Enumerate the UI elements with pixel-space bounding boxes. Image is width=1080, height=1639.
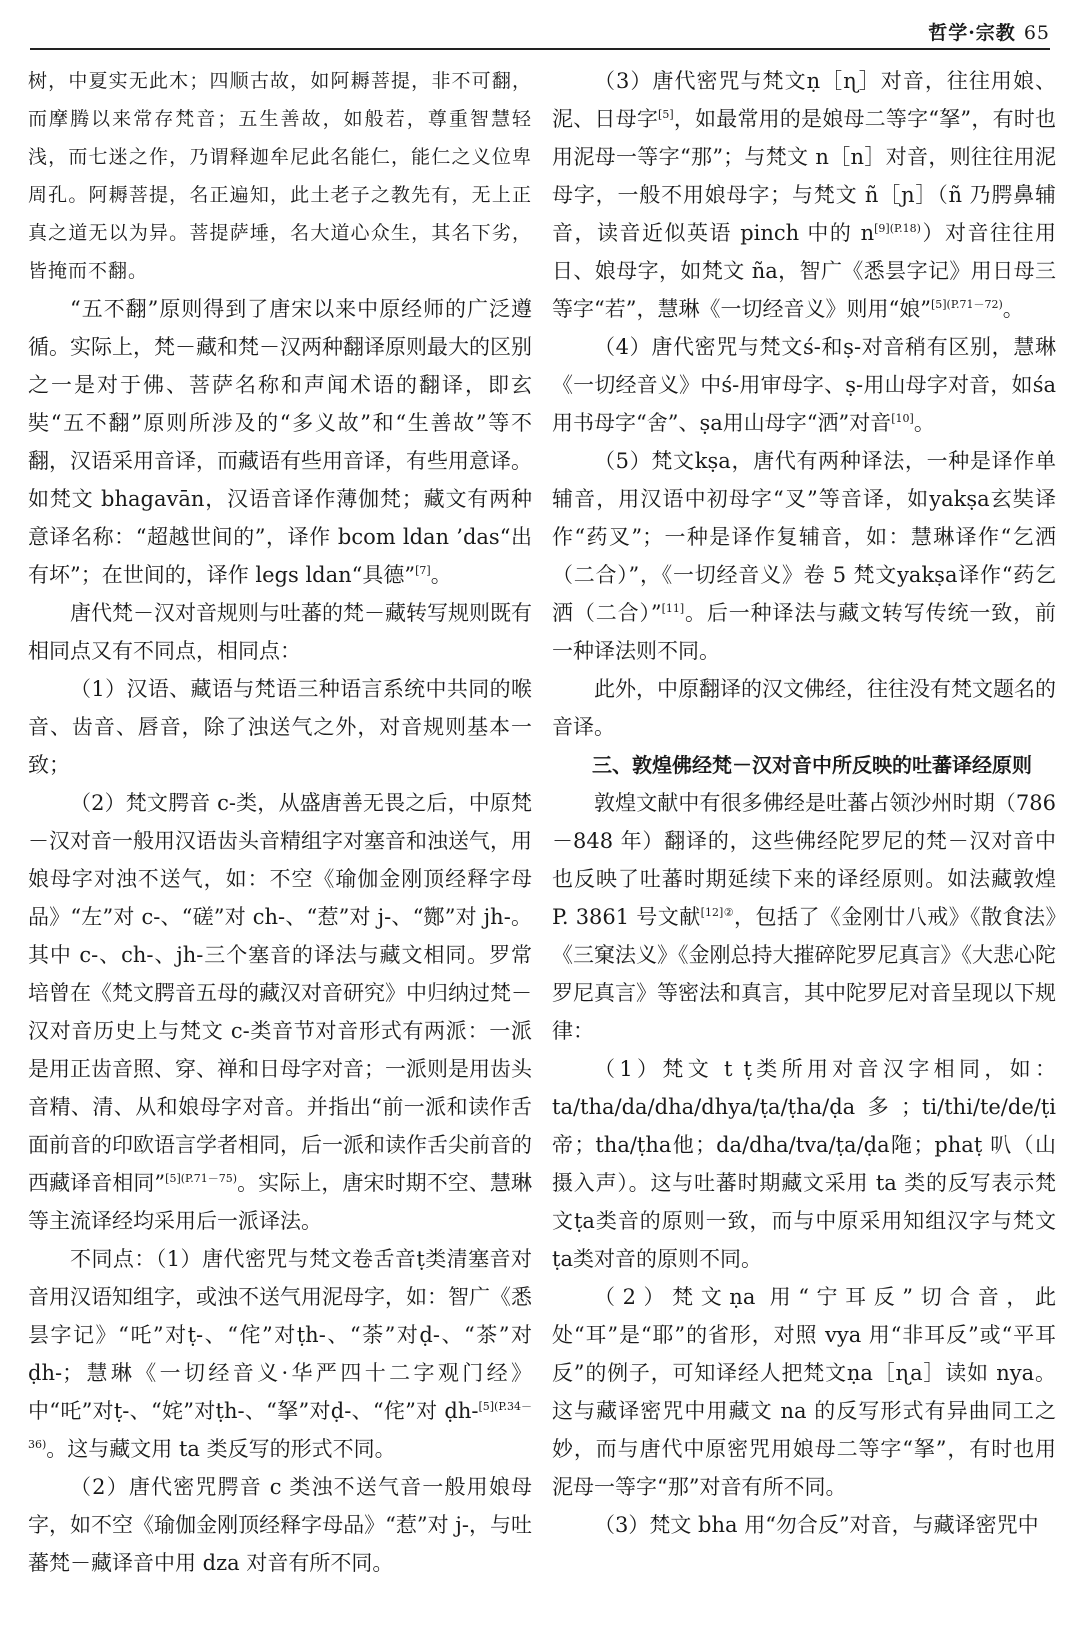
paragraph: [552, 442, 1056, 670]
citation: [5](P.71－72): [930, 298, 1003, 311]
paragraph-text: 。这与藏文用 ta 类反写的形式不同。: [46, 1437, 396, 1461]
citation: [10]: [891, 412, 914, 425]
paragraph: [552, 62, 1056, 328]
paragraph: （1）汉语、藏语与梵语三种语言系统中共同的喉音、齿音、唇音，除了浊送气之外，对音规则基本一致；: [28, 677, 532, 777]
paragraph: [28, 290, 532, 594]
citation: [5](P.71－75): [165, 1172, 237, 1185]
paragraph: [28, 784, 532, 1240]
citation: [5]: [658, 108, 674, 121]
citation: [7]: [415, 564, 431, 577]
citation: [11]: [661, 602, 685, 615]
citation: [5](P.34－36): [28, 1400, 532, 1451]
quote-block: 树，中夏实无此木；四顺古故，如阿耨菩提，非不可翻，而摩腾以来常存梵音；五生善故，如般若，尊重智慧轻浅，而七迷之作，乃谓释迦牟尼此名能仁，能仁之义位卑周孔。阿耨菩提，名正遍知，此土老子之教先有，无上正真之道无以为异。菩提萨埵，名大道心众生，其名下劣，皆掩而不翻。: [28, 70, 532, 282]
header-text: [928, 18, 1050, 45]
paragraph-text: （3）唐代密咒与梵文ṇ［ɳ］对音，往往用娘、泥、日母字: [552, 69, 1056, 131]
paragraph: （2）梵文ṇa 用“宁耳反”切合音，此处“耳”是“耶”的省形，对照 vya 用“非耳反”或“平耳反”的例子，可知译经人把梵文ṇa［ɳa］读如 nya。这与藏译密咒中用藏文 na 的反写形式有异曲同工之妙，而与唐代中原密咒用娘母二等字“拏”，有时也用泥母一等字“那”对音有所不同。: [552, 1285, 1056, 1499]
paragraph-text: 。: [1002, 297, 1024, 321]
paragraph-text: 。: [430, 563, 452, 587]
paragraph-text: 。后一种译法与藏文转写传统一致，前一种译法则不同。: [552, 601, 1056, 663]
paragraph: [552, 784, 1056, 1050]
paragraph: 唐代梵－汉对音规则与吐蕃的梵－藏转写规则既有相同点又有不同点，相同点：: [28, 601, 532, 663]
paragraph-text: 不同点：（1）唐代密咒与梵文卷舌音ṭ类清塞音对音用汉语知组字，或浊不送气用泥母字，如：智广《悉昙字记》“吒”对ṭ-、“侘”对ṭh-、“荼”对ḍ-、“茶”对ḍh-；慧琳《一切经音义·华严四十二字观门经》中“吒”对ṭ-、“姹”对ṭh-、“拏”对ḍ-、“侘”对 ḍh-: [28, 1247, 532, 1423]
paragraph-text: （2）梵文腭音 c-类，从盛唐善无畏之后，中原梵－汉对音一般用汉语齿头音精组字对塞音和浊送气，用娘母字对浊不送气，如：不空《瑜伽金刚顶经释字母品》“左”对 c-、“磋”对 ch-、“惹”对 j-、“酂”对 jh-。其中 c-、ch-、jh-三个塞音的译法与藏文相同。罗常培曾在《梵文腭音五母的藏汉对音研究》中归纳过梵－汉对音历史上与梵文 c-类音节对音形式有两派：一派是用正齿音照、穿、禅和日母字对音；一派则是用齿头音精、清、从和娘母字对音。并指出“前一派和读作舌面前音的印欧语言学者相同，后一派和读作舌尖前音的西藏译音相同”: [28, 791, 532, 1195]
paragraph: （1）梵文 t ṭ类所用对音汉字相同，如：ta/tha/da/dha/dhya/ṭa/ṭha/ḍa多；ti/thi/te/de/ṭi 帝；tha/ṭha他；da/dha/tva/ṭa/ḍa陁；phaṭ 叭（山摄入声）。这与吐蕃时期藏文采用 ta 类的反写表示梵文ṭa类音的原则一致，而与中原采用知组汉字与梵文 ṭa类对音的原则不同。: [552, 1057, 1056, 1271]
paragraph: [28, 1240, 532, 1468]
paragraph: （2）唐代密咒腭音 c 类浊不送气音一般用娘母字，如不空《瑜伽金刚顶经释字母品》“惹”对 j-，与吐蕃梵－藏译音中用 dza 对音有所不同。: [28, 1475, 532, 1575]
left-column: [28, 62, 532, 1632]
paragraph-text: 。: [913, 411, 935, 435]
paragraph-text: 。实际上，唐宋时期不空、慧琳等主流译经均采用后一派译法。: [28, 1171, 532, 1233]
paragraph: 此外，中原翻译的汉文佛经，往往没有梵文题名的音译。: [552, 677, 1056, 739]
page-number: 65: [1023, 22, 1050, 44]
paragraph-text: ）对音往往用日、娘母字，如梵文 ña，智广《悉昙字记》用日母三等字“若”，慧琳《一切经音义》则用“娘”: [552, 221, 1056, 321]
running-header: [30, 12, 1050, 50]
citation: [9](P.18): [874, 222, 921, 235]
right-column: [552, 62, 1056, 1632]
paragraph: [552, 328, 1056, 442]
paragraph-text: （4）唐代密咒与梵文ś-和ṣ-对音稍有区别，慧琳《一切经音义》中ś-用审母字、ṣ-用山母字对音，如śa用书母字“舍”、ṣa用山母字“洒”对音: [552, 335, 1056, 435]
section-heading: 三、敦煌佛经梵－汉对音中所反映的吐蕃译经原则: [592, 753, 1032, 777]
paragraph-text: （5）梵文kṣa，唐代有两种译法，一种是译作单辅音，用汉语中初母字“叉”等音译，如yakṣa玄奘译作“药叉”；一种是译作复辅音，如：慧琳译作“乞洒（二合）”，《一切经音义》卷 5 梵文yakṣa译作“药乞洒（二合）”: [552, 449, 1056, 625]
paragraph-text: 敦煌文献中有很多佛经是吐蕃占领沙州时期（786－848 年）翻译的，这些佛经陀罗尼的梵－汉对音中也反映了吐蕃时期延续下来的译经原则。如法藏敦煌 P. 3861 号文献: [552, 791, 1056, 929]
header-section: 哲学·宗教: [928, 22, 1016, 44]
paragraph-text: ，如最常用的是娘母二等字“拏”，有时也用泥母一等字“那”；与梵文 n［n］对音，则往往用泥母字，一般不用娘母字；与梵文 ñ［ɲ］（ñ 乃腭鼻辅音，读音近似英语 pinch 中的 n: [552, 107, 1056, 245]
paragraph-text: ，包括了《金刚廿八戒》《散食法》《三窠法义》《金刚总持大摧碎陀罗尼真言》《大悲心陀罗尼真言》等密法和真言，其中陀罗尼对音呈现以下规律：: [552, 905, 1056, 1043]
paragraph-text: “五不翻”原则得到了唐宋以来中原经师的广泛遵循。实际上，梵－藏和梵－汉两种翻译原则最大的区别之一是对于佛、菩萨名称和声闻术语的翻译，即玄奘“五不翻”原则所涉及的“多义故”和“生善故”等不翻，汉语采用音译，而藏语有些用音译，有些用意译。如梵文 bhagavān，汉语音译作薄伽梵；藏文有两种意译名称：“超越世间的”，译作 bcom ldan ’das“出有坏”；在世间的，译作 legs ldan“具德”: [28, 297, 532, 587]
paragraph: （3）梵文 bha 用“勿合反”对音，与藏译密咒中: [594, 1513, 1039, 1537]
citation: [12]②: [700, 906, 735, 919]
